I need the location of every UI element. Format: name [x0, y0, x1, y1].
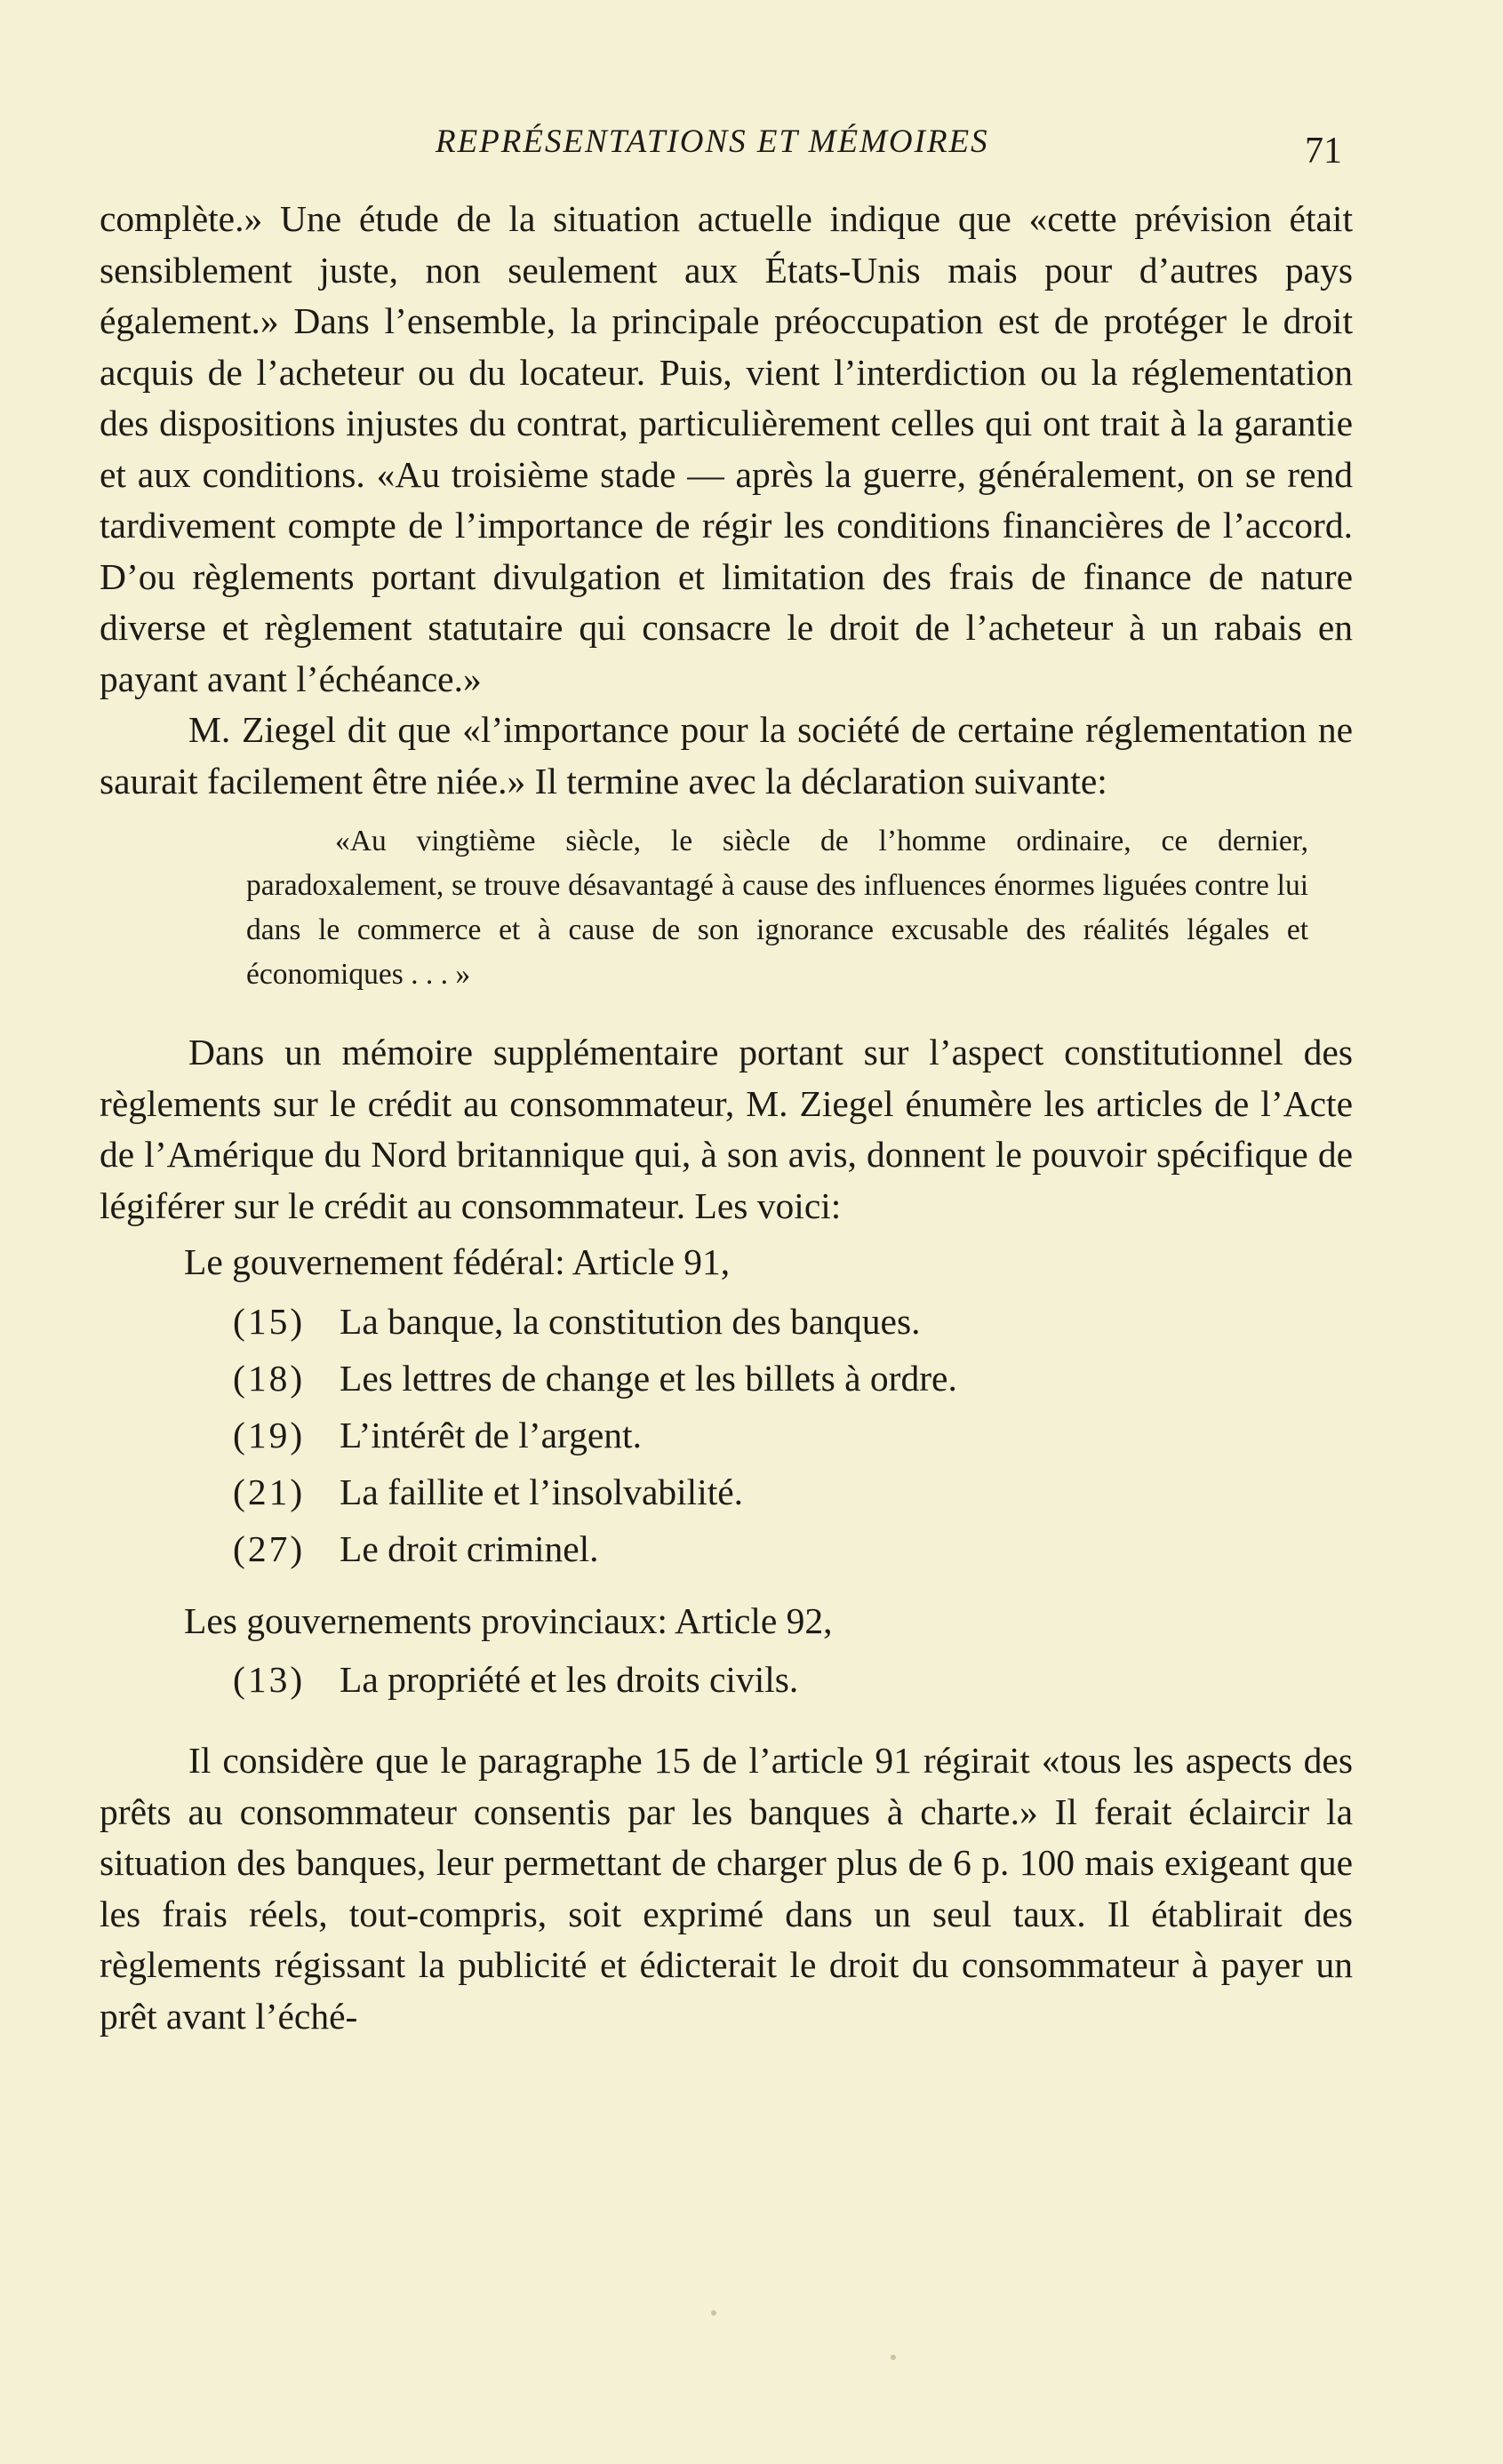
item-number: (18)	[233, 1357, 306, 1399]
item-text: La propriété et les droits civils.	[340, 1659, 799, 1701]
provincial-heading: Les gouvernements provinciaux: Article 92,	[184, 1599, 833, 1641]
item-text: Les lettres de change et les billets à ordre.	[340, 1357, 957, 1399]
provincial-article-list	[100, 1652, 1353, 1709]
list-item	[233, 1294, 1353, 1351]
paragraph-ziegel: M. Ziegel dit que «l’importance pour la société de certaine réglementation ne saurait facilement être niée.» Il termine avec la déclaration suivante:	[100, 709, 1353, 801]
item-text: La faillite et l’insolvabilité.	[340, 1471, 744, 1512]
paper-speck	[891, 2355, 896, 2360]
list-item	[233, 1652, 1353, 1709]
list-item	[233, 1407, 1353, 1464]
paragraph-analysis: Il considère que le paragraphe 15 de l’article 91 régirait «tous les aspects des prêts au consommateur consentis par les banques à charte.» Il ferait éclaircir la situation des banques, leur permettant de charger plus de 6 p. 100 mais exigeant que les frais réels, tout-compris, soit exprimé dans un seul taux. Il établirait des règlements régissant la publicité et édicterait le droit du consommateur à payer un prêt avant l’éché-	[100, 1740, 1353, 2037]
item-text: L’intérêt de l’argent.	[340, 1414, 642, 1455]
list-item	[233, 1521, 1353, 1578]
running-title: REPRÉSENTATIONS ET MÉMOIRES	[436, 124, 989, 160]
block-quote: «Au vingtième siècle, le siècle de l’homme ordinaire, ce dernier, paradoxalement, se trouve désavantagé à cause des influences énormes liguées contre lui dans le commerce et à cause de son ignorance excusable des réalités légales et économiques . . . »	[246, 825, 1308, 991]
page-number: 71	[1305, 131, 1342, 171]
item-text: Le droit criminel.	[340, 1527, 599, 1569]
item-number: (19)	[233, 1414, 306, 1455]
item-text: La banque, la constitution des banques.	[340, 1300, 921, 1342]
paragraph-constitutional: Dans un mémoire supplémentaire portant sur l’aspect constitutionnel des règlements sur le crédit au consommateur, M. Ziegel énumère les articles de l’Acte de l’Amérique du Nord britannique qui, à son avis, donnent le pouvoir spécifique de légiférer sur le crédit au consommateur. Les voici:	[100, 1032, 1353, 1226]
item-number: (27)	[233, 1527, 306, 1569]
running-header	[0, 123, 1503, 176]
page-body	[100, 194, 1353, 2042]
paper-speck	[711, 2310, 716, 2316]
paragraph-continuation: complète.» Une étude de la situation actuelle indique que «cette prévision était sensiblement juste, non seulement aux États-Unis mais pour d’autres pays également.» Dans l’ensemble, la principale préoccupation est de protéger le droit acquis de l’acheteur ou du locateur. Puis, vient l’interdiction ou la réglementation des dispositions injustes du contrat, particulièrement celles qui ont trait à la garantie et aux conditions. «Au troisième stade — après la guerre, généralement, on se rend tardivement compte de l’importance de régir les conditions financières de l’accord. D’ou règlements portant divulgation et limitation des frais de finance de nature diverse et règlement statutaire qui consacre le droit de l’acheteur à un rabais en payant avant l’échéance.»	[100, 198, 1353, 699]
item-number: (15)	[233, 1300, 306, 1342]
list-item	[233, 1464, 1353, 1521]
list-item	[233, 1351, 1353, 1407]
item-number: (13)	[233, 1659, 306, 1701]
federal-article-list	[100, 1294, 1353, 1578]
paper-specks	[711, 2301, 907, 2372]
item-number: (21)	[233, 1471, 306, 1512]
federal-heading: Le gouvernement fédéral: Article 91,	[184, 1241, 731, 1282]
